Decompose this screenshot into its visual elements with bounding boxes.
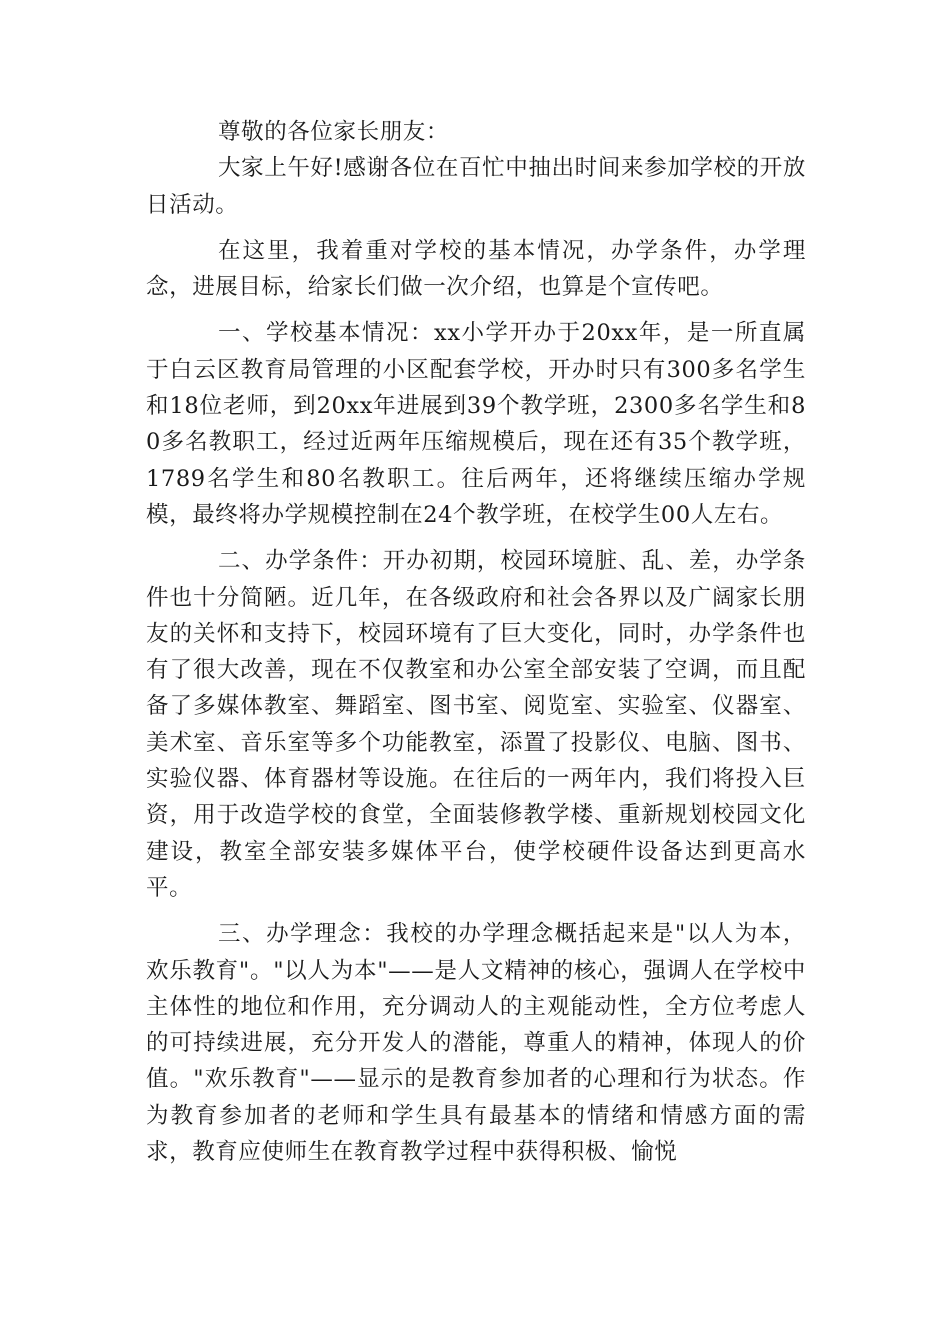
document-body (146, 114, 806, 1170)
intro-paragraph: 在这里，我着重对学校的基本情况，办学条件，办学理念，进展目标，给家长们做一次介绍，也算是个宣传吧。 (146, 237, 806, 301)
salutation-paragraph: 尊敬的各位家长朋友： (218, 119, 450, 145)
greeting-paragraph: 大家上午好!感谢各位在百忙中抽出时间来参加学校的开放日活动。 (146, 155, 806, 218)
section-basic-info-paragraph: 一、学校基本情况：xx小学开办于20xx年，是一所直属于白云区教育局管理的小区配套学校，开办时只有300多名学生和18位老师，到20xx年进展到39个教学班，2300多名学生和80多名教职工，经过近两年压缩规模后，现在还有35个教学班，1789名学生和80名教职工。往后两年，还将继续压缩办学规模，最终将办学规模控制在24个教学班，在校学生00人左右。 (146, 320, 806, 528)
section-philosophy-paragraph: 三、办学理念：我校的办学理念概括起来是"以人为本，欢乐教育"。"以人为本"——是人文精神的核心，强调人在学校中主体性的地位和作用，充分调动人的主观能动性，全方位考虑人的可持续进展，充分开发人的潜能，尊重人的精神，体现人的价值。"欢乐教育"——显示的是教育参加者的心理和行为状态。作为教育参加者的老师和学生具有最基本的情绪和情感方面的需求，教育应使师生在教育教学过程中获得积极、愉悦 (146, 921, 806, 1166)
section-conditions-paragraph: 二、办学条件：开办初期，校园环境脏、乱、差，办学条件也十分简陋。近几年，在各级政府和社会各界以及广阔家长朋友的关怀和支持下，校园环境有了巨大变化，同时，办学条件也有了很大改善，现在不仅教室和办公室全部安装了空调，而且配备了多媒体教室、舞蹈室、图书室、阅览室、实验室、仪器室、美术室、音乐室等多个功能教室，添置了投影仪、电脑、图书、实验仪器、体育器材等设施。在往后的一两年内，我们将投入巨资，用于改造学校的食堂，全面装修教学楼、重新规划校园文化建设，教室全部安装多媒体平台，使学校硬件设备达到更高水平。 (146, 548, 806, 901)
